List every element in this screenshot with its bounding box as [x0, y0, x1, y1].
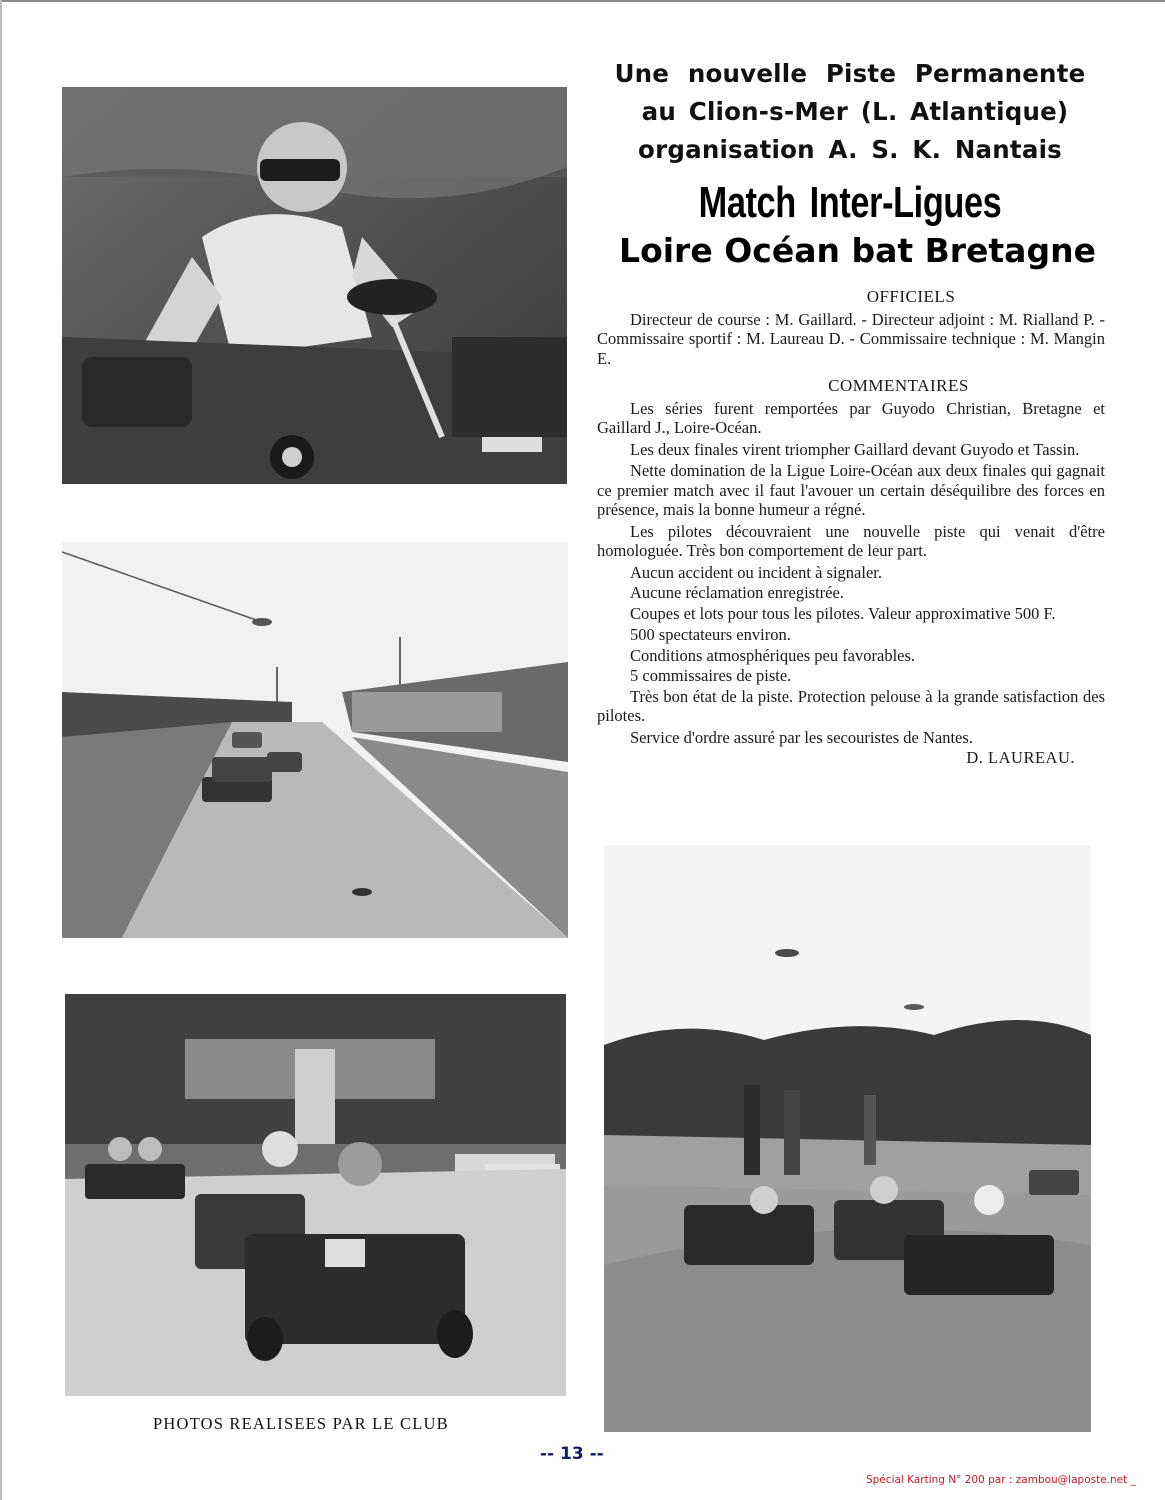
comment-paragraph: Aucune réclamation enregistrée. — [630, 583, 844, 602]
comment-paragraph: Très bon état de la piste. Protection pelouse à la grande satisfaction des pilotes. — [597, 686, 1105, 725]
kicker-line-1: Une nouvelle Piste Permanente — [614, 59, 1086, 88]
author-signature: D. LAUREAU. — [966, 748, 1075, 767]
main-title: Match Inter-Ligues — [698, 178, 1002, 227]
kart-driver-photo-icon — [62, 87, 567, 484]
comment-paragraph: 5 commissaires de piste. — [630, 666, 792, 685]
sub-title: Loire Océan bat Bretagne — [619, 231, 1096, 270]
photo-karts-straight — [62, 542, 568, 938]
page-number: -- 13 -- — [540, 1444, 604, 1464]
comment-paragraph: Conditions atmosphériques peu favorables. — [630, 645, 916, 665]
top-border — [0, 0, 1165, 2]
comment-paragraph: Nette domination de la Ligue Loire-Océan aux deux finales qui gagnait ce premier match avec il faut l'avouer un certain déséquilibre des forces en présence, mais la bonne humeur a régné. — [597, 461, 1105, 519]
article-body — [597, 287, 1105, 784]
karts-on-track-photo-icon — [62, 542, 568, 938]
comment-paragraph: Service d'ordre assuré par les secouristes de Nantes. — [630, 727, 973, 747]
photo-driver-closeup — [62, 87, 567, 484]
photo-credit: PHOTOS REALISEES PAR LE CLUB — [153, 1414, 449, 1433]
headline-group — [585, 55, 1115, 273]
officials-heading: OFFICIELS — [866, 287, 956, 306]
karts-curve-photo-icon — [604, 845, 1091, 1432]
comment-paragraph: 500 spectateurs environ. — [630, 625, 791, 644]
kicker-line-2: au Clion-s-Mer (L. Atlantique) — [641, 97, 1069, 126]
photo-karts-hay-bales — [65, 994, 566, 1396]
footer-note: Spécial Karting N° 200 par : zambou@laposte.net _ — [866, 1474, 1136, 1486]
comment-paragraph: Coupes et lots pour tous les pilotes. Valeur approximative 500 F. — [630, 603, 1056, 623]
karts-cornering-photo-icon — [65, 994, 566, 1396]
left-border — [0, 0, 2, 1500]
comment-paragraph: Les séries furent remportées par Guyodo Christian, Bretagne et Gaillard J., Loire-Océan. — [597, 398, 1105, 437]
comment-paragraph: Les deux finales virent triompher Gaillard devant Guyodo et Tassin. — [630, 439, 1080, 459]
officials-text: Directeur de course : M. Gaillard. - Directeur adjoint : M. Rialland P. - Commissaire sportif : M. Laureau D. - Commissaire technique : M. Mangin E. — [597, 309, 1105, 368]
photo-karts-curve — [604, 845, 1091, 1432]
kicker-line-3: organisation A. S. K. Nantais — [638, 135, 1062, 164]
comments-heading: COMMENTAIRES — [828, 376, 969, 395]
comment-paragraph: Les pilotes découvraient une nouvelle piste qui venait d'être homologuée. Très bon comportement de leur part. — [597, 521, 1105, 560]
comment-paragraph: Aucun accident ou incident à signaler. — [630, 562, 882, 582]
